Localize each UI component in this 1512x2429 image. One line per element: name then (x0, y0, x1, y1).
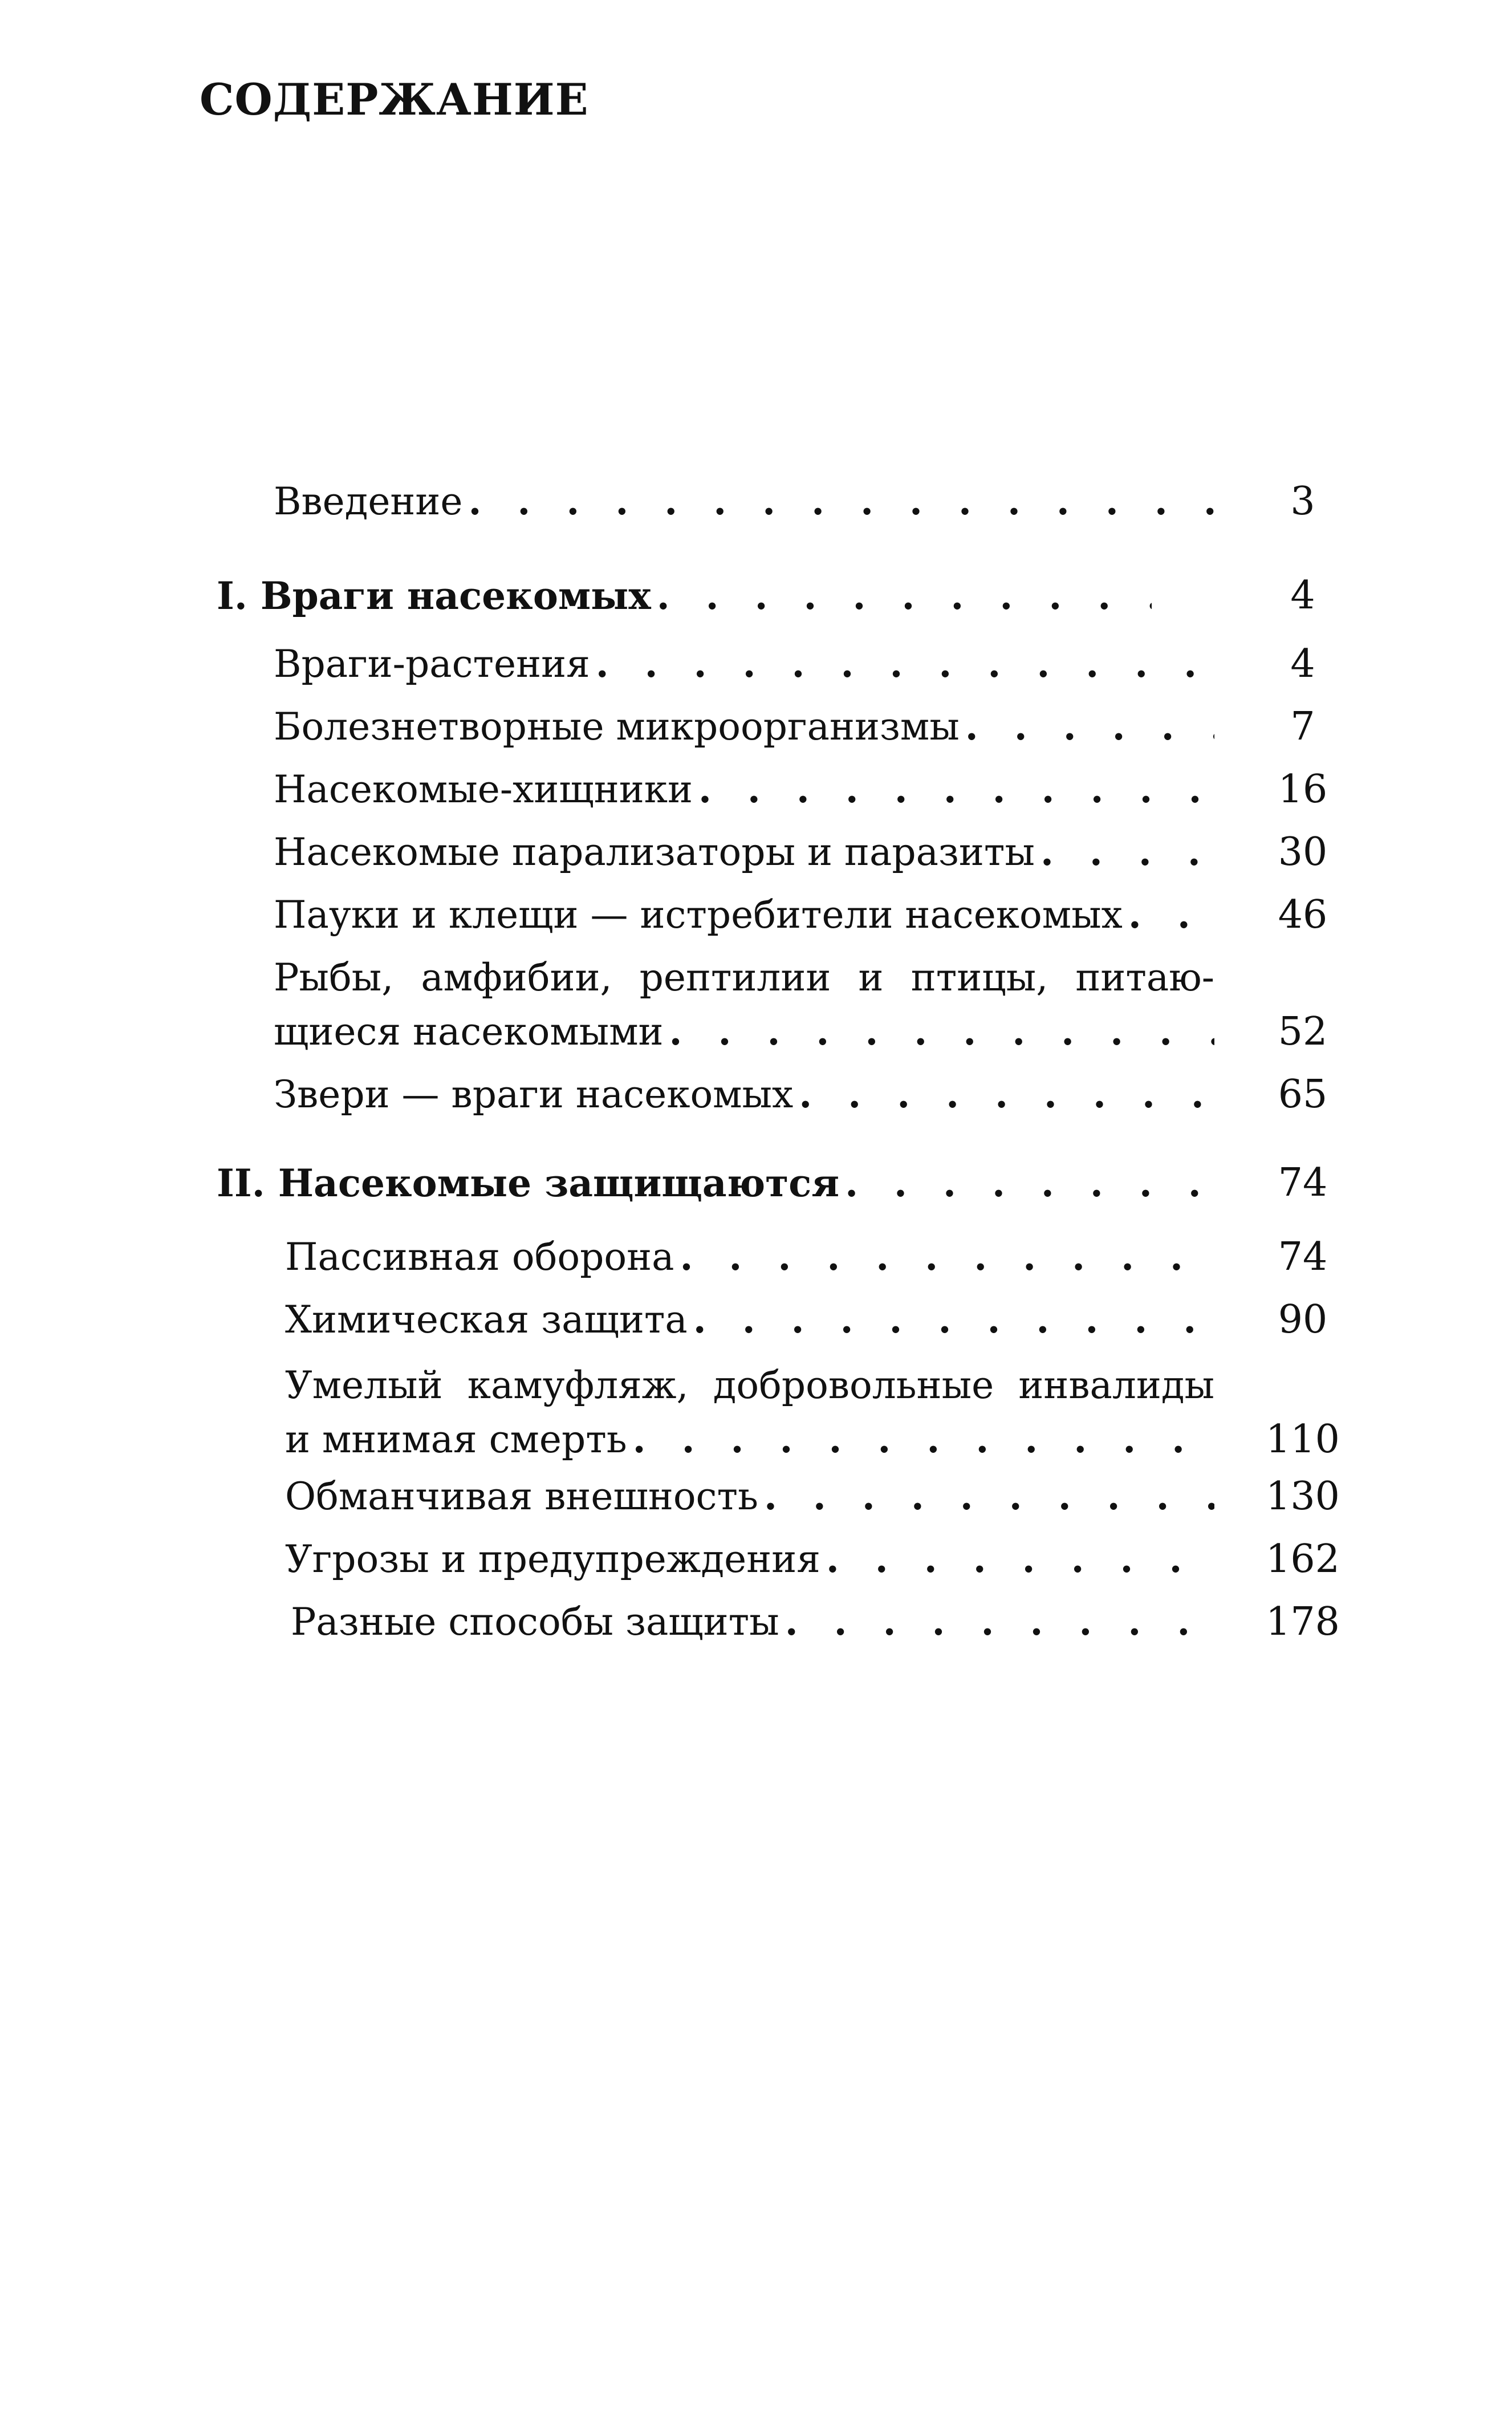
dot-leader (826, 1536, 1214, 1582)
toc-section-title: I. Враги насекомых (217, 574, 651, 618)
toc-entry (285, 1474, 1346, 1520)
toc-entry-title: Насекомые парализаторы и паразиты (274, 830, 1035, 874)
toc-page-number: 52 (1278, 1009, 1328, 1054)
toc-entry-title: Обманчивая внешность (285, 1475, 758, 1518)
dot-leader (633, 1416, 1214, 1462)
dot-leader (596, 641, 1214, 687)
toc-entry-title: Введение (274, 480, 463, 523)
toc-section-title: II. Насекомые защищаются (217, 1161, 840, 1205)
toc-entry-multiline (274, 952, 1346, 1055)
toc-entry-title-line-2: и мнимая смерть (285, 1417, 627, 1461)
toc-page-number: 4 (1290, 573, 1315, 618)
toc-entry (274, 704, 1346, 750)
toc-entry-title: Пауки и клещи — истребители насекомых (274, 893, 1123, 937)
toc-entry-multiline (285, 1360, 1346, 1463)
toc-entry (274, 892, 1346, 938)
toc-page-number: 130 (1266, 1474, 1340, 1519)
toc-entry-title: Разные способы защиты (291, 1600, 779, 1644)
toc-entry (274, 641, 1346, 687)
toc-entry (274, 767, 1346, 813)
toc-page-number: 74 (1278, 1234, 1328, 1280)
toc-entry-title: Звери — враги насекомых (274, 1073, 794, 1116)
toc-page-number: 30 (1278, 830, 1328, 875)
toc-entry (285, 1234, 1346, 1280)
toc-page-number: 4 (1290, 641, 1315, 687)
toc-entry (285, 1297, 1346, 1343)
toc-entry-title-line-1: Умелый камуфляж, добровольные инвалиды (285, 1363, 1214, 1407)
toc-entry-title: Химическая защита (285, 1298, 688, 1342)
toc-entry-title: Пассивная оборона (285, 1235, 674, 1279)
page-title: СОДЕРЖАНИЕ (200, 74, 589, 125)
dot-leader (468, 478, 1214, 524)
dot-leader (764, 1473, 1214, 1519)
toc-page-number: 110 (1266, 1417, 1340, 1462)
toc-page-number: 162 (1266, 1537, 1340, 1582)
toc-page-number: 74 (1278, 1160, 1328, 1205)
dot-leader (799, 1071, 1214, 1117)
dot-leader (693, 1297, 1214, 1342)
dot-leader (1040, 829, 1214, 875)
toc-entry-title: Угрозы и предупреждения (285, 1537, 820, 1581)
toc-section-part-1 (217, 573, 1346, 619)
dot-leader (680, 1234, 1214, 1280)
toc-entry (274, 830, 1346, 875)
toc-entry-title: Враги-растения (274, 642, 590, 686)
toc-page-number: 65 (1278, 1072, 1328, 1117)
toc-page-number: 46 (1278, 892, 1328, 937)
toc-page-number: 3 (1290, 479, 1315, 524)
toc-entry (291, 1599, 1346, 1645)
dot-leader (698, 766, 1214, 812)
dot-leader (965, 704, 1214, 749)
toc-entry (274, 1072, 1346, 1118)
toc-entry-title: Болезнетворные микроорганизмы (274, 705, 960, 749)
dot-leader (669, 1009, 1214, 1054)
dot-leader (845, 1160, 1214, 1206)
dot-leader (785, 1599, 1214, 1644)
toc-entry-intro (274, 479, 1346, 525)
toc-page-number: 178 (1266, 1599, 1340, 1644)
toc-page-number: 7 (1290, 704, 1315, 749)
toc-entry (285, 1537, 1346, 1582)
toc-section-part-2 (217, 1160, 1346, 1206)
toc-page-number: 16 (1278, 767, 1328, 812)
toc-entry-title: Насекомые-хищники (274, 767, 693, 811)
toc-page-number: 90 (1278, 1297, 1328, 1342)
dot-leader (1128, 892, 1214, 937)
toc-entry-title-line-1: Рыбы, амфибии, рептилии и птицы, питаю- (274, 956, 1214, 1000)
toc-entry-title-line-2: щиеся насекомыми (274, 1010, 664, 1054)
dot-leader (657, 573, 1152, 619)
